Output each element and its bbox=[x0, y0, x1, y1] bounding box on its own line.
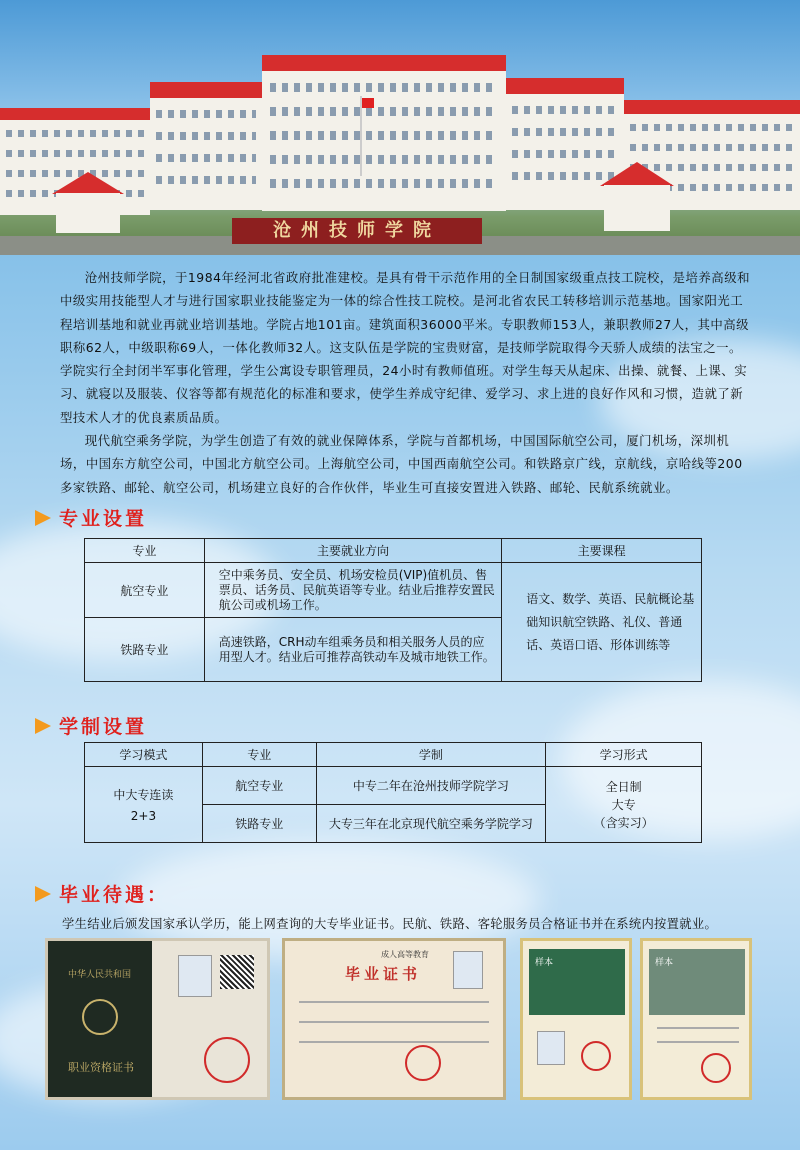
section-majors-heading bbox=[35, 504, 147, 531]
graduation-text: 学生结业后颁发国家承认学历，能上网查询的大专毕业证书。民航、铁路、客轮服务员合格证书并在系统内按置就业。 bbox=[62, 917, 718, 931]
major-name: 航空专业 bbox=[202, 767, 316, 805]
table-header: 专业 bbox=[202, 743, 316, 767]
intro-text bbox=[60, 266, 750, 499]
intro-paragraph-2: 现代航空乘务学院，为学生创造了有效的就业保障体系，学院与首都机场，中国国际航空公司，厦门机场，深圳机场，中国东方航空公司，中国北方航空公司。上海航空公司，中国西南航空公司。和铁路京广线，京航线，京哈线等200多家铁路、邮轮、航空公司，机场建立良好的合作伙伴，毕业生可直接安置进入铁路、邮轮、民航系统就业。 bbox=[60, 433, 743, 495]
employment-direction: 空中乘务员、安全员、机场安检员(VIP)值机员、售票员、话务员、民航英语等专业。结业后推荐安置民航公司或机场工作。 bbox=[204, 563, 501, 618]
table-header: 主要课程 bbox=[502, 539, 702, 563]
major-name: 铁路专业 bbox=[202, 805, 316, 843]
major-name: 铁路专业 bbox=[85, 618, 205, 682]
flag-icon bbox=[362, 98, 374, 108]
table-header: 学习模式 bbox=[85, 743, 203, 767]
majors-table bbox=[84, 538, 702, 682]
table-header: 学制 bbox=[316, 743, 546, 767]
section-schooling-heading bbox=[35, 712, 147, 739]
section-graduation-heading bbox=[35, 880, 169, 907]
study-form: 全日制 大专 （含实习） bbox=[546, 767, 702, 843]
campus-photo bbox=[0, 0, 800, 255]
arrow-right-icon bbox=[35, 510, 51, 526]
school-system: 大专三年在北京现代航空乘务学院学习 bbox=[316, 805, 546, 843]
study-mode: 中大专连读 2+3 bbox=[85, 767, 203, 843]
sample-certificate-image: 样本 bbox=[640, 938, 752, 1100]
intro-paragraph-1: 沧州技师学院，于1984年经河北省政府批准建校。是具有骨干示范作用的全日制国家级重点技工院校，是培养高级和中级实用技能型人才与进行国家职业技能鉴定为一体的综合性技工院校。是河北省农民工转移培训示范基地。国家阳光工程培训基地和就业再就业培训基地。学院占地101亩。建筑面积36000平米。专职教师153人，兼职教师27人，其中高级职称62人，中级职称69人，一体化教师32人。这支队伍是学院的宝贵财富，是技师学院取得今天骄人成绩的法宝之一。学院实行全封闭半军事化管理，学生公寓设专职管理员，24小时有教师值班。对学生每天从起床、出操、就餐、上课、实习、就寝以及服装、仪容等都有规范化的标准和要求，使学生养成守纪律、爱学习、求上进的良好作风和习惯，造就了新型技术人才的优良素质品质。 bbox=[60, 270, 750, 425]
section-title: 毕业待遇： bbox=[59, 884, 170, 906]
arrow-right-icon bbox=[35, 886, 51, 902]
table-header: 专业 bbox=[85, 539, 205, 563]
table-header: 主要就业方向 bbox=[204, 539, 501, 563]
school-system: 中专二年在沧州技师学院学习 bbox=[316, 767, 546, 805]
major-name: 航空专业 bbox=[85, 563, 205, 618]
section-title: 学制设置 bbox=[59, 716, 148, 738]
arrow-right-icon bbox=[35, 718, 51, 734]
sample-certificate-image: 样本 bbox=[520, 938, 632, 1100]
table-header: 学习形式 bbox=[546, 743, 702, 767]
graduation-diploma-image: 成人高等教育 毕业证书 bbox=[282, 938, 506, 1100]
school-sign: 沧州技师学院 bbox=[232, 218, 482, 244]
vocational-certificate-image: 中华人民共和国 职业资格证书 bbox=[45, 938, 270, 1100]
main-courses: 语文、数学、英语、民航概论基础知识航空铁路、礼仪、普通话、英语口语、形体训练等 bbox=[502, 563, 702, 682]
section-title: 专业设置 bbox=[59, 508, 148, 530]
employment-direction: 高速铁路，CRH动车组乘务员和相关服务人员的应用型人才。结业后可推荐高铁动车及城市地铁工作。 bbox=[204, 618, 501, 682]
schooling-table bbox=[84, 742, 702, 843]
